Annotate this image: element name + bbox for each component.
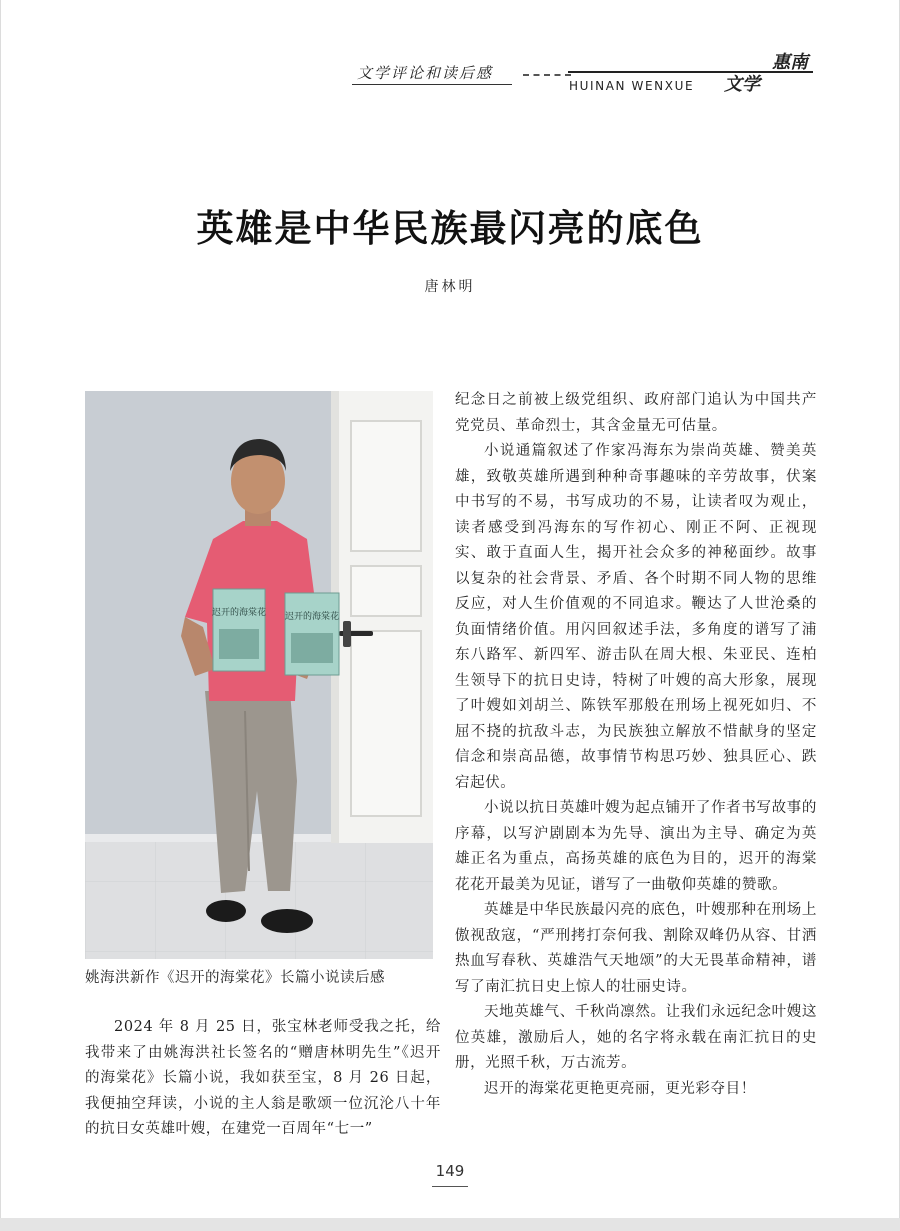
paragraph: 天地英雄气、千秋尚凛然。让我们永远纪念叶嫂这位英雄，激励后人，她的名字将永载在南汇抗日的史册，光照千秋，万古流芳。	[455, 1004, 817, 1071]
body-column-right	[455, 388, 817, 1102]
paragraph: 小说以抗日英雄叶嫂为起点铺开了作者书写故事的序幕，以写沪剧剧本为先导、演出为主导、确定为英雄正名为重点，高扬英雄的底色为目的，迟开的海棠花花开最美为见证，谱写了一曲敬仰英雄的赞歌。	[455, 800, 817, 893]
bottom-strip	[0, 1218, 900, 1231]
paragraph: 英雄是中华民族最闪亮的底色，叶嫂那种在刑场上傲视敌寇，“严刑拷打奈何我、割除双峰仍从容、甘洒热血写春秋、英雄浩气天地颂”的大无畏革命精神，谱写了南汇抗日史上惊人的壮丽史诗。	[455, 902, 817, 995]
paragraph: 2024 年 8 月 25 日，张宝林老师受我之托，给我带来了由姚海洪社长签名的“赠唐林明先生”《迟开的海棠花》长篇小说，我如获至宝，8 月 26 日起，我便抽空拜读，小说的主人翁是歌颂一位沉沦八十年的抗日女英雄叶嫂，在建党一百周年“七一”	[85, 1019, 441, 1137]
article-author: 唐林明	[424, 279, 476, 295]
brand-name-cn-top: 惠南	[772, 52, 808, 73]
photo-caption: 姚海洪新作《迟开的海棠花》长篇小说读后感	[85, 970, 385, 986]
article-title: 英雄是中华民族最闪亮的底色	[196, 206, 704, 250]
page-number-rule	[432, 1186, 468, 1187]
paragraph: 小说通篇叙述了作家冯海东为崇尚英雄、赞美英雄，致敬英雄所遇到种种奇事趣味的辛劳故事，伏案中书写的不易，书写成功的不易，让读者叹为观止，读者感受到冯海东的写作初心、刚正不阿、正视现实、敢于直面人生，揭开社会众多的神秘面纱。故事以复杂的社会背景、矛盾、各个时期不同人物的思维反应，对人生价值观的不同追求。鞭达了人世沧桑的负面情绪价值。用闪回叙述手法，多角度的谱写了浦东八路军、新四军、游击队在周大根、朱亚民、连柏生领导下的抗日史诗，特树了叶嫂的高大形象，展现了叶嫂如刘胡兰、陈铁军那般在刑场上视死如归、不屈不挠的抗敌斗志，为民族独立解放不惜献身的坚定信念和崇高品德，故事情节构思巧妙、独具匠心、跌宕起伏。	[455, 443, 817, 791]
paragraph: 迟开的海棠花更艳更亮丽，更光彩夺目！	[484, 1080, 756, 1097]
section-label: 文学评论和读后感	[357, 64, 494, 82]
brand-name-cn-bottom: 文学	[724, 74, 760, 95]
body-column-left	[85, 1015, 441, 1143]
section-underline	[352, 84, 512, 85]
paragraph: 纪念日之前被上级党组织、政府部门追认为中国共产党党员、革命烈士，其含金量无可估量。	[455, 392, 817, 434]
author-photo	[85, 391, 433, 959]
book-cover-title-left: 迟开的海棠花	[211, 608, 267, 618]
brand-name-en: HUINAN WENXUE	[569, 79, 695, 93]
book-cover-title-right: 迟开的海棠花	[284, 612, 340, 622]
header-dash-line	[523, 74, 571, 76]
page-number: 149	[435, 1162, 465, 1180]
